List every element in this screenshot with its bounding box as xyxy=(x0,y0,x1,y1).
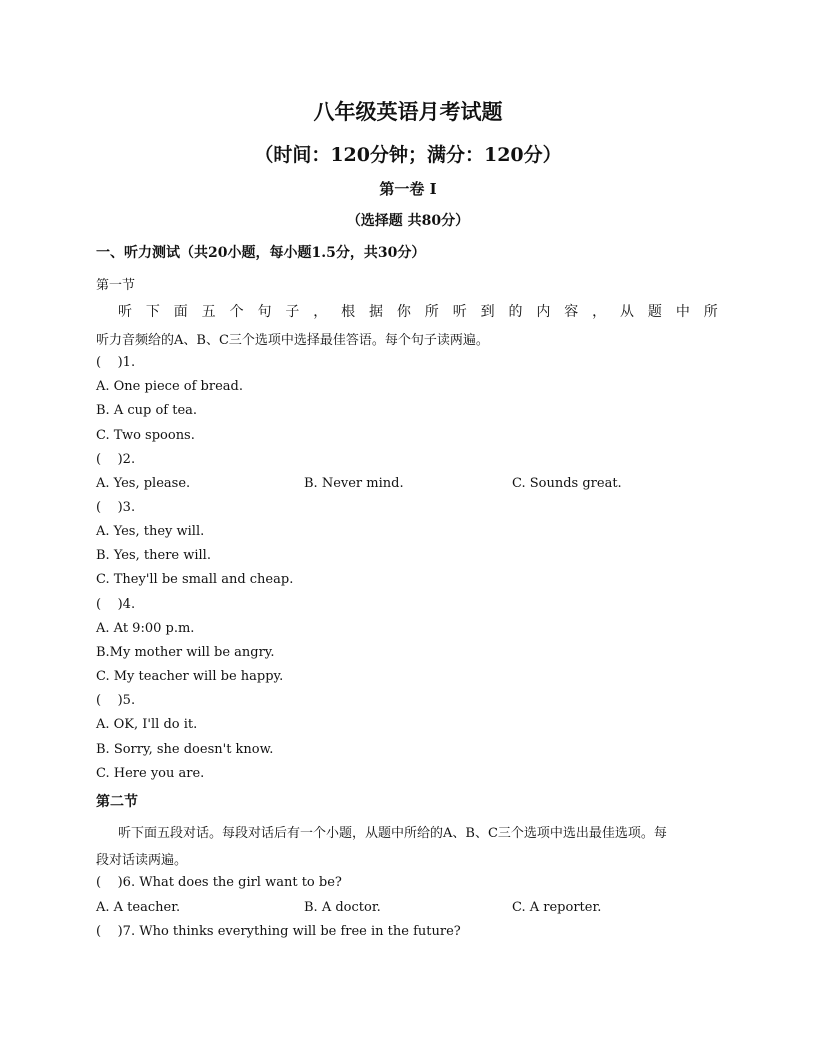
section1-label: 第一节 xyxy=(96,278,136,293)
answer-option: C. A reporter. xyxy=(512,900,602,915)
instr-char: 听 xyxy=(452,304,467,320)
instr-char: 你 xyxy=(396,304,411,320)
answer-option: C. My teacher will be happy. xyxy=(96,669,284,684)
instr-char: 个 xyxy=(229,304,244,320)
instr-char: 五 xyxy=(201,304,216,320)
answer-option: A. A teacher. xyxy=(96,900,181,915)
answer-option: A. One piece of bread. xyxy=(96,379,243,394)
answer-option: A. OK, I'll do it. xyxy=(96,717,198,732)
instr-char: 根 xyxy=(341,304,356,320)
volume-note: （选择题 共80分） xyxy=(346,213,470,229)
answer-option: B. Sorry, she doesn't know. xyxy=(96,742,274,757)
question-number: ( )3. xyxy=(96,500,136,515)
answer-option: B. Never mind. xyxy=(304,476,404,491)
instr-char: 所 xyxy=(424,304,439,320)
instr-char: 内 xyxy=(536,304,551,320)
question-number: ( )2. xyxy=(96,452,136,467)
section2-instruction-line1: 听下面五段对话。每段对话后有一个小题，从题中所给的A、B、C三个选项中选出最佳选项。每 xyxy=(118,826,667,841)
answer-option: B. Yes, there will. xyxy=(96,548,211,563)
question-number: ( )5. xyxy=(96,693,136,708)
exam-time-score: （时间：120分钟；满分：120分） xyxy=(254,144,562,166)
answer-option: A. At 9:00 p.m. xyxy=(96,621,195,636)
instr-char: 题 xyxy=(647,304,662,320)
section1-instruction-line2: 听力音频给的A、B、C三个选项中选择最佳答语。每个句子读两遍。 xyxy=(96,333,489,348)
instr-char: 子 xyxy=(285,304,300,320)
instr-char: 所 xyxy=(703,304,718,320)
answer-option: C. They'll be small and cheap. xyxy=(96,572,294,587)
instr-char: ， xyxy=(313,304,328,320)
volume-label: 第一卷 I xyxy=(379,180,437,198)
answer-option: B. A cup of tea. xyxy=(96,403,198,418)
instr-char: 据 xyxy=(369,304,384,320)
answer-option: B. A doctor. xyxy=(304,900,381,915)
instr-char: 下 xyxy=(145,304,160,320)
instr-char: 句 xyxy=(257,304,272,320)
question-text: ( )7. Who thinks everything will be free in the future? xyxy=(96,924,461,939)
instr-char: 听 xyxy=(118,304,132,320)
answer-option: C. Sounds great. xyxy=(512,476,622,491)
answer-option: A. Yes, please. xyxy=(96,476,191,491)
answer-option: C. Two spoons. xyxy=(96,428,195,443)
answer-option: C. Here you are. xyxy=(96,766,205,781)
question-number: ( )1. xyxy=(96,355,136,370)
instr-char: 的 xyxy=(508,304,523,320)
answer-option: A. Yes, they will. xyxy=(96,524,205,539)
instr-char: 面 xyxy=(173,304,188,320)
question-text: ( )6. What does the girl want to be? xyxy=(96,875,342,890)
instr-char: 到 xyxy=(480,304,495,320)
part1-heading: 一、听力测试（共20小题，每小题1.5分，共30分） xyxy=(96,245,426,261)
section1-instruction-line1 xyxy=(118,301,718,321)
page-title: 八年级英语月考试题 xyxy=(313,99,503,124)
instr-char: ， xyxy=(592,304,607,320)
instr-char: 中 xyxy=(675,304,690,320)
instr-char: 从 xyxy=(620,304,635,320)
answer-option: B.My mother will be angry. xyxy=(96,645,275,660)
section2-label: 第二节 xyxy=(96,794,138,810)
question-number: ( )4. xyxy=(96,597,136,612)
section2-instruction-line2: 段对话读两遍。 xyxy=(96,853,188,868)
instr-char: 容 xyxy=(564,304,579,320)
